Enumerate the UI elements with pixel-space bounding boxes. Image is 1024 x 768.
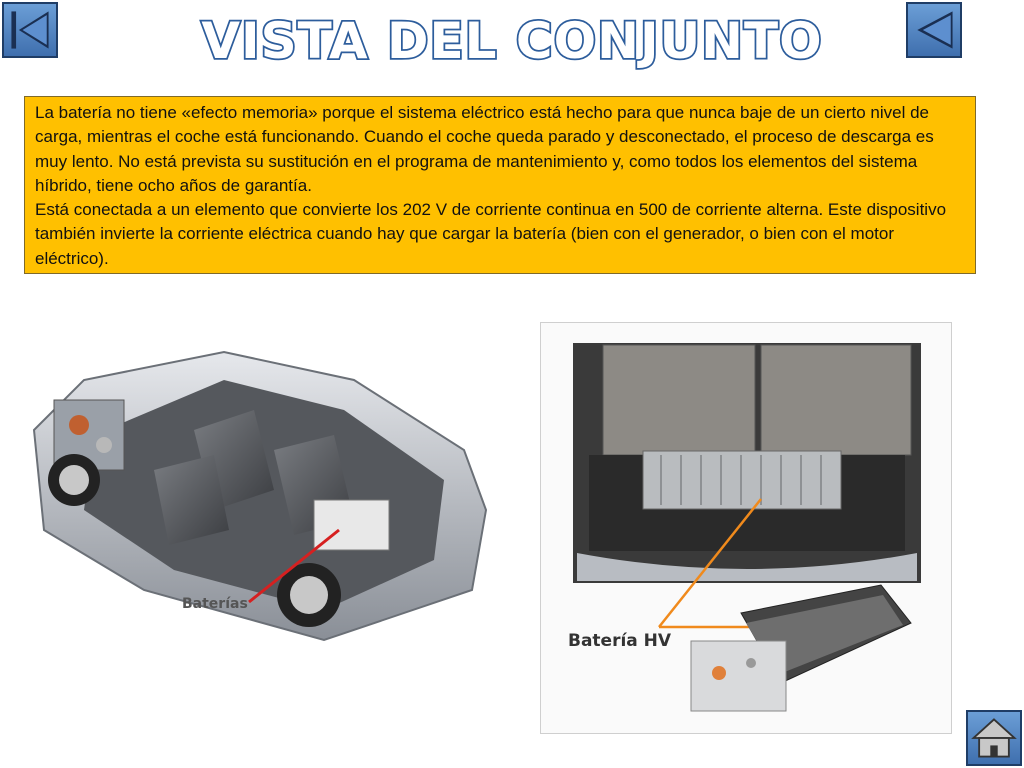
car-cutaway-illustration [24, 340, 494, 650]
hv-battery-label: Batería HV [568, 631, 672, 651]
trunk-battery-photo [540, 322, 952, 734]
home-icon [968, 712, 1020, 764]
description-text-box [24, 96, 976, 274]
paragraph-inverter: Está conectada a un elemento que convierte los 202 V de corriente continua en 500 de corriente alterna. Este dispositivo también invierte la corriente eléctrica cuando hay que cargar la batería (bien con el generador, o bien con el motor eléctrico). [35, 200, 947, 268]
paragraph-memory-effect: La batería no tiene «efecto memoria» porque el sistema eléctrico está hecho para que nunca baje de un cierto nivel de carga, mientras el coche está funcionando. Cuando el coche queda parado y desconectado, el proceso de descarga es muy lento. No está prevista su sustitución en el programa de mantenimiento y, como todos los elementos del sistema híbrido, tiene ocho años de garantía. [35, 103, 934, 195]
previous-slide-button[interactable] [906, 2, 962, 58]
first-slide-button[interactable] [2, 2, 58, 58]
previous-slide-icon [908, 4, 960, 56]
batteries-label: Baterías [182, 596, 248, 612]
first-slide-icon [4, 4, 56, 56]
page-title [150, 8, 874, 72]
home-button[interactable] [966, 710, 1022, 766]
svg-text:VISTA DEL CONJUNTO: VISTA DEL CONJUNTO [201, 12, 823, 70]
